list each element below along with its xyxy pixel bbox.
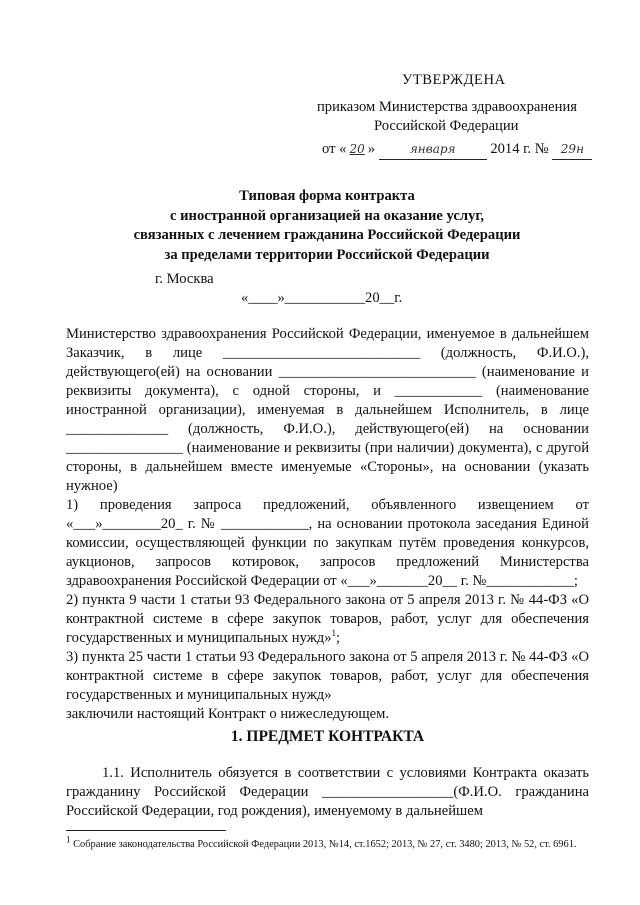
- basis-item-1: 1) проведения запроса предложений, объявленного извещением от «___»________20_ г. № ____________, на основании протокола заседания Единой комиссии, осуществляющей функции по закупкам путём проведения конкурсов, аукционов, запросов котировок, запросов предложений Министерства здравоохранения Российской Федерации от «___»_______20__ г. №____________;: [66, 497, 589, 589]
- handwritten-number: 29н: [552, 140, 592, 160]
- approval-heading: УТВЕРЖДЕНА: [402, 72, 506, 88]
- basis-item-2: [66, 591, 589, 648]
- preamble-paragraph: Министерство здравоохранения Российской Федерации, именуемое в дальнейшем Заказчик, в лице ___________________________ (должность, Ф.И.О.), действующего(ей) на основании ___________________________ (наименование и реквизиты документа), с одной стороны, и ____________ (наименование иностранной организации), именуемая в дальнейшем Исполнитель, в лице ______________ (должность, Ф.И.О.), действующего(ей) на основании ________________ (наименование и реквизиты (при наличии) документа), с другой стороны, в дальнейшем вместе именуемые «Стороны», на основании (указать нужное): [66, 326, 589, 494]
- title-line-4: за пределами территории Российской Федерации: [164, 246, 490, 263]
- footnote-divider: [66, 830, 226, 831]
- basis-item-2-end: ;: [336, 630, 341, 646]
- document-title: [60, 187, 594, 265]
- handwritten-day: 20: [349, 142, 365, 156]
- contract-date-line: «____»___________20__г.: [241, 290, 403, 306]
- contract-preamble: [66, 325, 589, 724]
- title-line-2: с иностранной организацией на оказание услуг,: [170, 207, 484, 224]
- approval-federation-line: Российской Федерации: [374, 118, 519, 134]
- approval-date-line: [322, 140, 612, 160]
- title-line-1: Типовая форма контракта: [239, 188, 415, 204]
- handwritten-month: января: [379, 140, 487, 160]
- basis-item-3: 3) пункта 25 части 1 статьи 93 Федерального закона от 5 апреля 2013 г. № 44-ФЗ «О контрактной системе в сфере закупок товаров, работ, услуг для обеспечения государственных и муниципальных нужд»: [66, 649, 589, 703]
- clause-1-1: 1.1. Исполнитель обязуется в соответствии с условиями Контракта оказать гражданину Российской Федерации __________________(Ф.И.О. гражданина Российской Федерации, год рождения), именуемому в дальнейшем: [66, 765, 589, 819]
- city: г. Москва: [155, 271, 214, 287]
- section-heading: 1. ПРЕДМЕТ КОНТРАКТА: [230, 728, 425, 745]
- date-prefix: от «: [322, 141, 347, 157]
- date-mid: »: [367, 141, 376, 157]
- footnote-ref: 1: [331, 628, 337, 639]
- title-line-3: связанных с лечением гражданина Российской Федерации: [133, 227, 521, 243]
- footnote-mark: 1: [66, 834, 71, 845]
- approval-order-line: приказом Министерства здравоохранения: [317, 99, 577, 115]
- basis-item-2-text: 2) пункта 9 части 1 статьи 93 Федерального закона от 5 апреля 2013 г. № 44-ФЗ «О контрактной системе в сфере закупок товаров, работ, услуг для обеспечения государственных и муниципальных нужд»: [66, 592, 589, 646]
- footnote: [66, 834, 586, 852]
- approval-block: [312, 71, 612, 160]
- date-year: 2014 г. №: [490, 141, 549, 157]
- closing-line: заключили настоящий Контракт о нижеследующем.: [66, 706, 389, 722]
- footnote-text: Собрание законодательства Российской Федерации 2013, №14, ст.1652; 2013, № 27, ст. 3480; 2013, № 52, ст. 6961.: [70, 839, 577, 850]
